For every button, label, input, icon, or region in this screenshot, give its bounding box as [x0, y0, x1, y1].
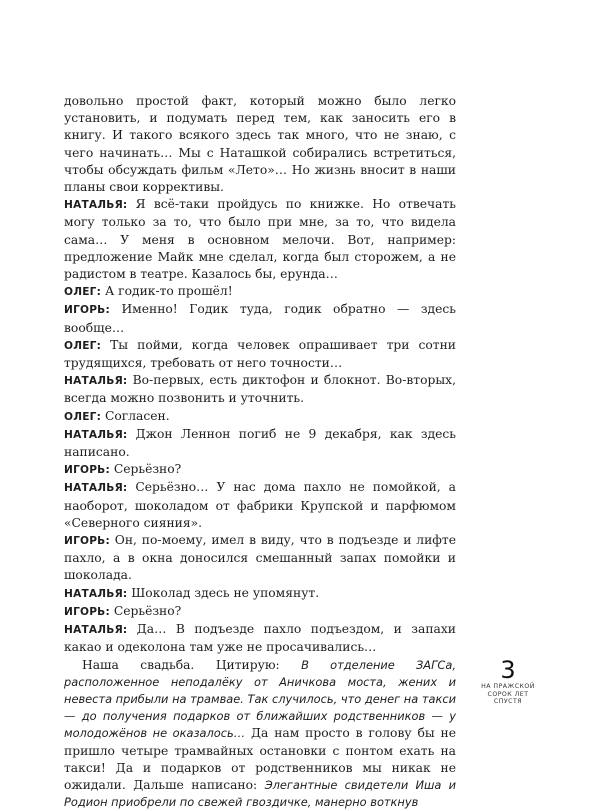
speaker-name: ОЛЕГ:	[64, 286, 101, 298]
dialogue-text: Серьёзно… У нас дома пахло не помойкой, а наоборот, шоколадом от фабрики Крупской и парфюмом «Северного сияния».	[64, 480, 456, 529]
body-text	[64, 93, 456, 811]
dialogue-text: Да… В подъезде пахло подъездом, и запахи какао и одеколона там уже не просачивались…	[64, 622, 456, 654]
page-folio	[476, 658, 540, 706]
dialogue-line	[64, 301, 456, 336]
dialogue-text: Во-первых, есть диктофон и блокнот. Во-вторых, всегда можно позвонить и уточнить.	[64, 373, 456, 405]
speaker-name: ОЛЕГ:	[64, 340, 101, 352]
dialogue-line	[64, 372, 456, 407]
speaker-name: НАТАЛЬЯ:	[64, 199, 127, 211]
dialogue-line	[64, 196, 456, 283]
quoted-text: В отделение ЗАГСа, расположенное неподалёку от Аничкова моста, жених и невеста прибыли на трамвае. Так случилось, что денег на такси — до получения подарков от ближайших родственников — у молодожёнов не оказалось…	[64, 658, 456, 741]
narration-text: Наша свадьба. Цитирую:	[82, 658, 301, 672]
speaker-name: ОЛЕГ:	[64, 411, 101, 423]
paragraph: довольно простой факт, который можно было легко установить, и подумать перед тем, как заносить его в книгу. И такого всякого здесь так много, что не знаю, с чего начинать… Мы с Наташкой собирались встретиться, чтобы обсуждать фильм «Лето»… Но жизнь вносит в наши планы свои коррективы.	[64, 93, 456, 196]
speaker-name: ИГОРЬ:	[64, 464, 110, 476]
dialogue-line	[64, 426, 456, 461]
dialogue-text: Серьёзно?	[110, 462, 181, 476]
speaker-name: НАТАЛЬЯ:	[64, 429, 127, 441]
dialogue-text: Шоколад здесь не упомянут.	[127, 586, 319, 600]
dialogue-line	[64, 479, 456, 532]
dialogue-text: Согласен.	[101, 409, 170, 423]
paragraph	[64, 657, 456, 811]
speaker-name: ИГОРЬ:	[64, 535, 110, 547]
dialogue-line	[64, 283, 456, 301]
page-number: 3	[476, 658, 540, 682]
dialogue-text: Джон Леннон погиб не 9 декабря, как здесь написано.	[64, 427, 456, 459]
dialogue-line	[64, 603, 456, 621]
dialogue-line	[64, 621, 456, 656]
dialogue-text: Он, по-моему, имел в виду, что в подъезде и лифте пахло, а в окна доносился смешанный запах помойки и шоколада.	[64, 533, 456, 582]
dialogue-line	[64, 408, 456, 426]
dialogue-line	[64, 532, 456, 585]
speaker-name: НАТАЛЬЯ:	[64, 375, 127, 387]
dialogue-text: Серьёзно?	[110, 604, 181, 618]
quoted-text: Элегантные свидетели Иша и Родион приобрели по свежей гвоздичке, манерно воткнув	[64, 778, 456, 809]
dialogue-text: А годик-то прошёл!	[101, 284, 233, 298]
speaker-name: ИГОРЬ:	[64, 606, 110, 618]
dialogue-line	[64, 337, 456, 372]
dialogue-line	[64, 585, 456, 603]
running-title: НА ПРАЖСКОЙ СОРОК ЛЕТ СПУСТЯ	[476, 683, 540, 706]
speaker-name: НАТАЛЬЯ:	[64, 588, 127, 600]
dialogue-text: Я всё-таки пройдусь по книжке. Но отвечать могу только за то, что было при мне, за то, что видела сама… У меня в основном мелочи. Вот, например: предложение Майк мне сделал, когда был сторожем, а не радистом в театре. Казалось бы, ерунда…	[64, 197, 456, 281]
speaker-name: НАТАЛЬЯ:	[64, 624, 127, 636]
dialogue-text: Ты пойми, когда человек опрашивает три сотни трудящихся, требовать от него точности…	[64, 338, 456, 370]
dialogue-text: Именно! Годик туда, годик обратно — здесь вообще…	[64, 302, 456, 334]
narration-text: Да нам просто в голову бы не пришло четыре трамвайных остановки с понтом ехать на такси! Да и подарков от родственников мы никак не ожидали. Дальше написано:	[64, 726, 456, 792]
dialogue-line	[64, 461, 456, 479]
speaker-name: ИГОРЬ:	[64, 304, 110, 316]
speaker-name: НАТАЛЬЯ:	[64, 482, 127, 494]
